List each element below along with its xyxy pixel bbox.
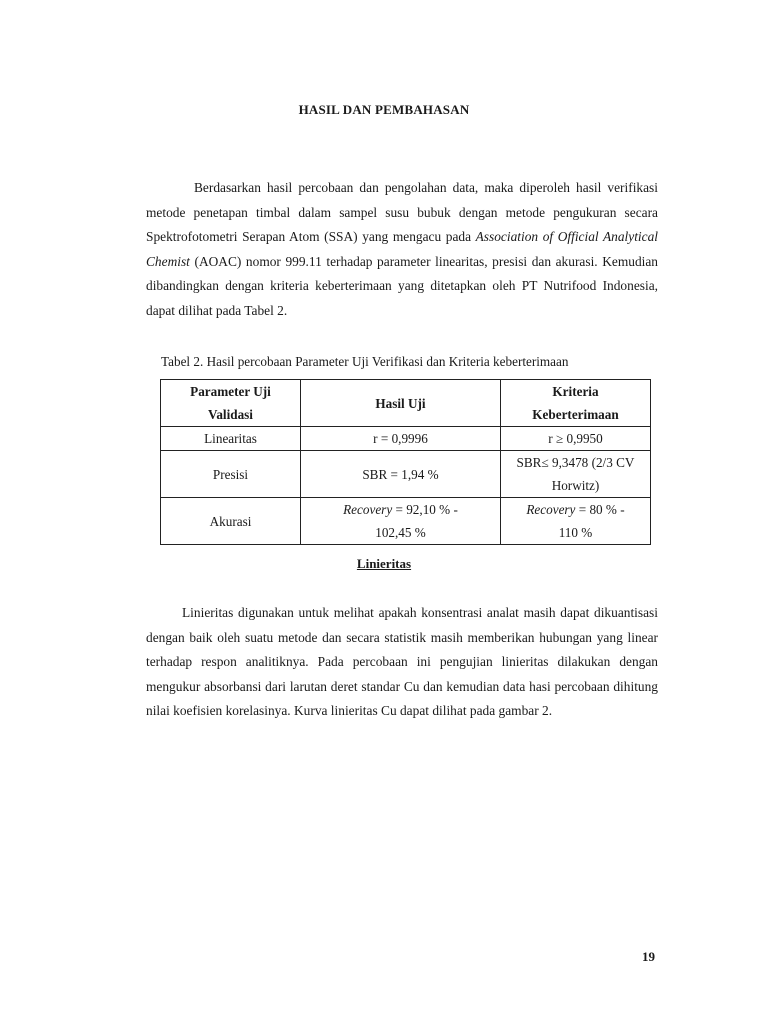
table-caption: Tabel 2. Hasil percobaan Parameter Uji Verifikasi dan Kriteria keberterimaan [161,354,569,369]
header-criteria [501,380,651,427]
header-criteria-line1: Kriteria [552,384,599,399]
table-row [161,451,651,498]
criteria-presisi-line2: Horwitz) [551,478,600,493]
header-parameter-line2: Validasi [208,407,253,422]
header-criteria-line2: Keberterimaan [532,407,619,422]
header-parameter-line1: Parameter Uji [190,384,271,399]
results-table [160,379,651,545]
cell-result-linearitas: r = 0,9996 [301,427,501,451]
cell-result-akurasi [301,498,501,545]
subheading-linieritas: Linieritas [356,556,412,571]
intro-paragraph [146,176,658,324]
cell-param-linearitas: Linearitas [161,427,301,451]
table-header-row [161,380,651,427]
linieritas-paragraph [146,601,658,724]
header-result: Hasil Uji [301,380,501,427]
cell-criteria-akurasi [501,498,651,545]
header-parameter [161,380,301,427]
table-row [161,498,651,545]
intro-text-part2: (AOAC) nomor 999.11 terhadap parameter linearitas, presisi dan akurasi. Kemudian dibandingkan dengan kriteria keberterimaan yang ditetapkan oleh PT Nutrifood Indonesia, dapat dilihat pada Tabel 2. [146,253,658,318]
result-akurasi-line2: 102,45 % [375,525,426,540]
intro-text-part1: Berdasarkan hasil percobaan dan pengolahan data, maka diperoleh hasil verifikasi metode penetapan timbal dalam sampel susu bubuk dengan metode pengukuran secara Spektrofotometri Serapan Atom (SSA) yang mengacu pada [146,180,658,245]
criteria-akurasi-rest: = 80 % - [575,502,625,517]
cell-param-akurasi: Akurasi [161,498,301,545]
table-row [161,427,651,451]
criteria-akurasi-line2: 110 % [558,525,593,540]
cell-criteria-presisi [501,451,651,498]
section-heading: HASIL DAN PEMBAHASAN [298,102,470,117]
result-akurasi-rest: = 92,10 % - [392,502,458,517]
criteria-presisi-line1: SBR≤ 9,3478 (2/3 CV [516,455,635,470]
page-number: 19 [642,949,655,964]
result-akurasi-italic: Recovery [343,502,393,517]
criteria-akurasi-italic: Recovery [526,502,576,517]
cell-criteria-linearitas: r ≥ 0,9950 [501,427,651,451]
linieritas-text: Linieritas digunakan untuk melihat apakah konsentrasi analat masih dapat dikuantisasi dengan baik oleh suatu metode dan secara statistik masih memberikan hubungan yang linear terhadap respon analitiknya. Pada percobaan ini pengujian linieritas dilakukan dengan mengukur absorbansi dari larutan deret standar Cu dan kemudian data hasi percobaan dihitung nilai koefisien korelasinya. Kurva linieritas Cu dapat dilihat pada gambar 2. [146,605,658,719]
intro-text-italic: Association of Official Analytical Chemist [146,229,658,269]
cell-param-presisi: Presisi [161,451,301,498]
cell-result-presisi: SBR = 1,94 % [301,451,501,498]
